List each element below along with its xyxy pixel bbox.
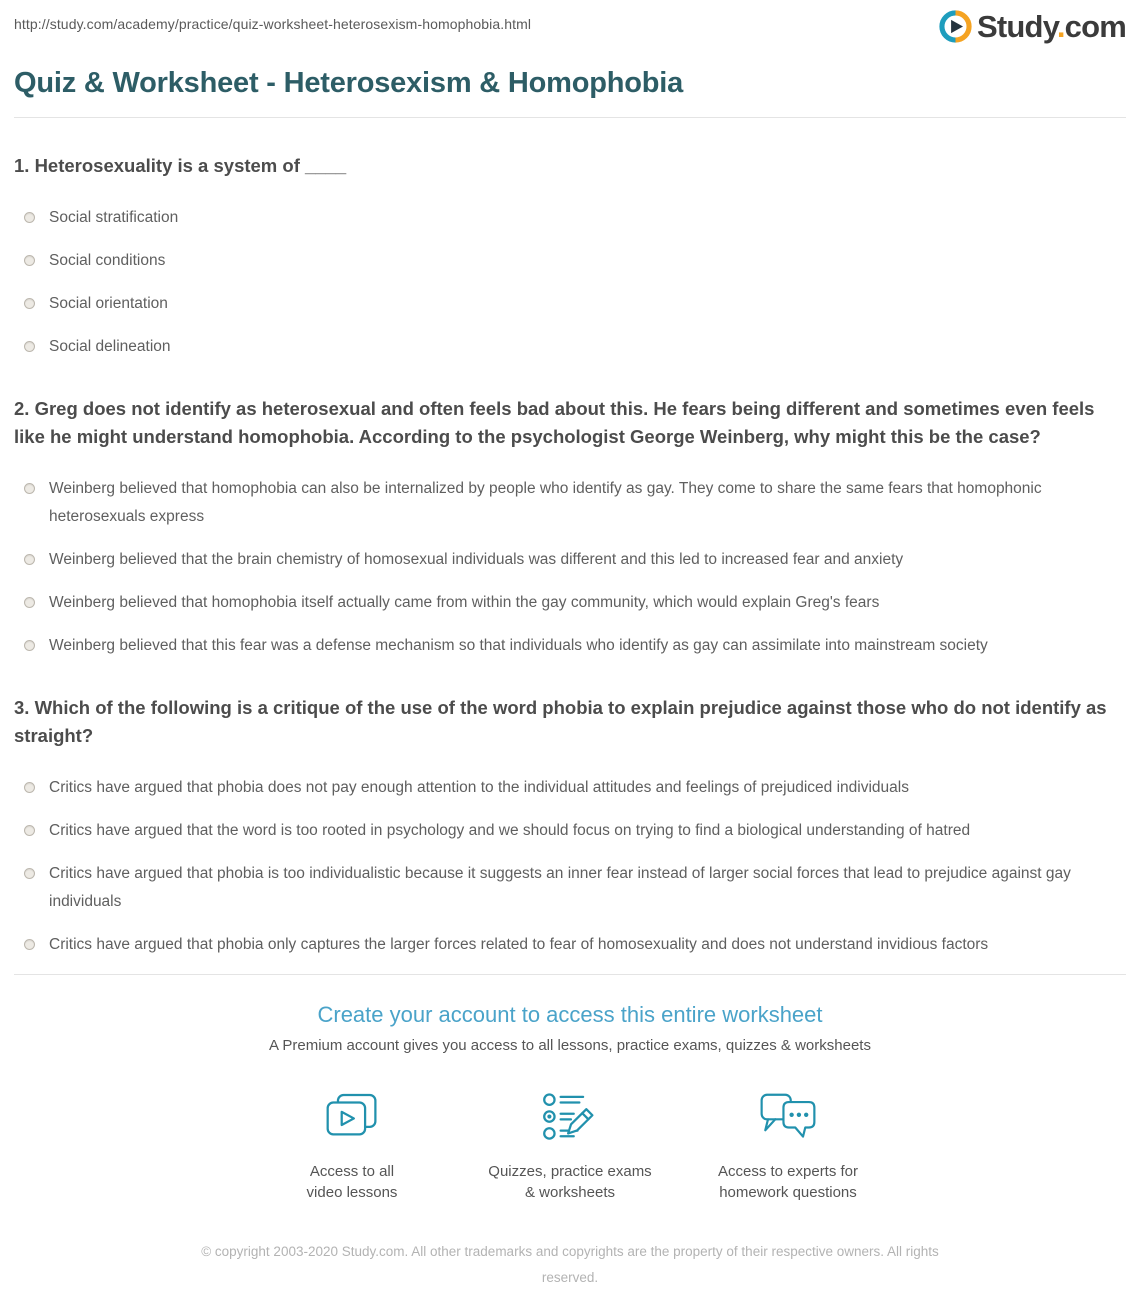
question-2-option-1[interactable] [24, 475, 1126, 531]
radio-button-icon[interactable] [24, 255, 35, 266]
question-block [14, 694, 1126, 959]
logo-dot: . [1056, 9, 1065, 44]
answer-option-label: Critics have argued that phobia does not pay enough attention to the individual attitudes and feelings of prejudiced individuals [49, 779, 909, 796]
studycom-logo-text: Study.com [977, 9, 1126, 44]
answer-option-label: Weinberg believed that this fear was a defense mechanism so that individuals who identify as gay can assimilate into mainstream society [49, 637, 988, 654]
cta-subtitle: A Premium account gives you access to all lessons, practice exams, quizzes & worksheets [269, 1037, 871, 1054]
footer [14, 1239, 1126, 1291]
feature-video-lessons [243, 1084, 461, 1203]
header [14, 0, 1126, 43]
answer-option-label: Social stratification [49, 209, 179, 226]
question-3-text: 3. Which of the following is a critique of the use of the word phobia to explain prejudice against those who do not identify as straight? [14, 697, 1107, 746]
question-3-option-3[interactable] [24, 860, 1126, 916]
question-1-option-1[interactable] [24, 204, 1126, 232]
radio-button-icon[interactable] [24, 341, 35, 352]
title-divider [14, 117, 1126, 118]
copyright-text: © copyright 2003-2020 Study.com. All other trademarks and copyrights are the property of their respective owners. All rights reserved. [201, 1244, 939, 1285]
answer-option-label: Social orientation [49, 295, 168, 312]
radio-button-icon[interactable] [24, 483, 35, 494]
page-title: Quiz & Worksheet - Heterosexism & Homophobia [14, 67, 684, 99]
studycom-logo-icon [939, 10, 972, 43]
video-lessons-icon [243, 1084, 461, 1150]
question-1-option-4[interactable] [24, 333, 1126, 361]
answer-option-label: Weinberg believed that homophobia itself actually came from within the gay community, which would explain Greg's fears [49, 594, 880, 611]
question-3-option-2[interactable] [24, 817, 1126, 845]
answer-options [14, 774, 1126, 959]
feature-quizzes-worksheets [461, 1084, 679, 1203]
feature-label: Quizzes, practice exams & worksheets [488, 1163, 652, 1201]
radio-button-icon[interactable] [24, 868, 35, 879]
question-3-option-4[interactable] [24, 931, 1126, 959]
studycom-logo[interactable] [939, 10, 1126, 43]
answer-option-label: Social conditions [49, 252, 166, 269]
question-1-option-3[interactable] [24, 290, 1126, 318]
question-2-option-3[interactable] [24, 589, 1126, 617]
cta-title: Create your account to access this entire worksheet [317, 1002, 823, 1027]
radio-button-icon[interactable] [24, 939, 35, 950]
radio-button-icon[interactable] [24, 825, 35, 836]
answer-option-label: Critics have argued that phobia is too individualistic because it suggests an inner fear instead of larger social forces that lead to prejudice against gay individuals [49, 865, 1071, 910]
radio-button-icon[interactable] [24, 554, 35, 565]
question-3-option-1[interactable] [24, 774, 1126, 802]
question-2-text: 2. Greg does not identify as heterosexual and often feels bad about this. He fears being different and sometimes even feels like he might understand homophobia. According to the psychologist George Weinberg, why might this be the case? [14, 398, 1095, 447]
radio-button-icon[interactable] [24, 782, 35, 793]
radio-button-icon[interactable] [24, 298, 35, 309]
question-2-option-4[interactable] [24, 632, 1126, 660]
feature-label: Access to all video lessons [306, 1163, 398, 1201]
feature-expert-help [679, 1084, 897, 1203]
section-divider [14, 974, 1126, 975]
radio-button-icon[interactable] [24, 640, 35, 651]
chat-experts-icon [679, 1084, 897, 1150]
question-1-option-2[interactable] [24, 247, 1126, 275]
answer-option-label: Critics have argued that the word is too rooted in psychology and we should focus on trying to find a biological understanding of hatred [49, 822, 971, 839]
question-1-text: 1. Heterosexuality is a system of ____ [14, 155, 347, 176]
question-block [14, 152, 1126, 361]
answer-option-label: Weinberg believed that the brain chemistry of homosexual individuals was different and this led to increased fear and anxiety [49, 551, 904, 568]
radio-button-icon[interactable] [24, 597, 35, 608]
quiz-worksheet-icon [461, 1084, 679, 1150]
answer-options [14, 475, 1126, 660]
feature-row [14, 1084, 1126, 1203]
answer-option-label: Social delineation [49, 338, 171, 355]
cta-section [14, 1002, 1126, 1203]
answer-option-label: Weinberg believed that homophobia can also be internalized by people who identify as gay. They come to share the same fears that homophonic heterosexuals express [49, 480, 1042, 525]
feature-label: Access to experts for homework questions [717, 1163, 859, 1201]
answer-option-label: Critics have argued that phobia only captures the larger forces related to fear of homosexuality and does not understand invidious factors [49, 936, 989, 953]
quiz-questions [14, 152, 1126, 959]
radio-button-icon[interactable] [24, 212, 35, 223]
answer-options [14, 204, 1126, 361]
page-url: http://study.com/academy/practice/quiz-worksheet-heterosexism-homophobia.html [14, 16, 532, 32]
question-2-option-2[interactable] [24, 546, 1126, 574]
question-block [14, 395, 1126, 660]
